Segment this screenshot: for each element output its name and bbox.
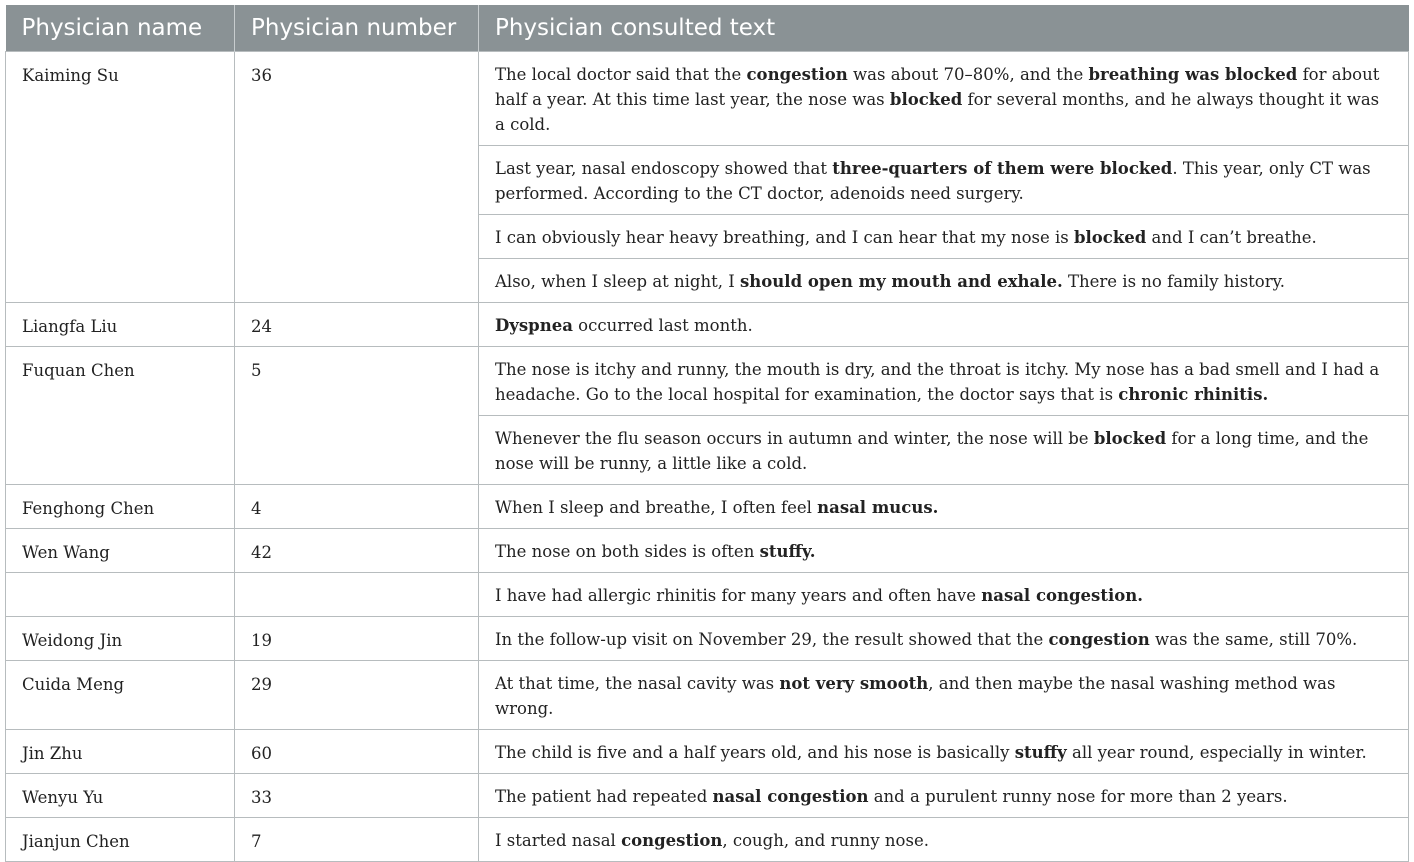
physician-name-cell: Weidong Jin [6,617,235,661]
physician-name-cell: Jin Zhu [6,730,235,774]
emphasized-phrase: blocked [1093,429,1167,448]
physician-number-cell: 42 [235,529,479,573]
physician-consultation-table [5,5,1409,862]
emphasized-phrase: blocked [1073,228,1147,247]
physician-number-cell: 24 [235,303,479,347]
text-run: The child is five and a half years old, and his nose is basically [495,743,1015,762]
emphasized-phrase: nasal mucus. [817,498,939,517]
emphasized-phrase: congestion [746,65,848,84]
emphasized-phrase: congestion [621,831,723,850]
table-row [6,661,1409,730]
emphasized-phrase: nasal congestion. [981,586,1143,605]
consulted-text-cell [479,52,1409,146]
physician-number-cell: 19 [235,617,479,661]
consulted-text-cell [479,730,1409,774]
text-run: was the same, still 70%. [1149,630,1358,649]
physician-name-cell: Wen Wang [6,529,235,573]
text-run: and a purulent runny nose for more than 2 years. [868,787,1288,806]
text-run: When I sleep and breathe, I often feel [495,498,818,517]
emphasized-phrase: congestion [1048,630,1150,649]
physician-number-cell: 33 [235,774,479,818]
emphasized-phrase: Dyspnea [495,316,573,335]
table-row [6,303,1409,347]
text-run: Last year, nasal endoscopy showed that [495,159,833,178]
physician-name-cell: Fuquan Chen [6,347,235,485]
consulted-text-cell [479,617,1409,661]
table-row [6,529,1409,573]
physician-number-cell: 36 [235,52,479,303]
text-run: and I can’t breathe. [1146,228,1317,247]
emphasized-phrase: not very smooth [779,674,929,693]
physician-number-cell: 60 [235,730,479,774]
physician-number-cell: 29 [235,661,479,730]
consulted-text-cell [479,259,1409,303]
consulted-text-cell [479,303,1409,347]
table-row [6,347,1409,416]
consulted-text-cell [479,774,1409,818]
emphasized-phrase: breathing was blocked [1088,65,1298,84]
physician-name-cell: Fenghong Chen [6,485,235,529]
text-run: all year round, especially in winter. [1066,743,1367,762]
text-run: Whenever the flu season occurs in autumn and winter, the nose will be [495,429,1094,448]
physician-number-cell: 7 [235,818,479,862]
text-run: I have had allergic rhinitis for many years and often have [495,586,982,605]
table-row [6,818,1409,862]
text-run: Also, when I sleep at night, I [495,272,741,291]
physician-name-cell [6,573,235,617]
text-run: The patient had repeated [495,787,713,806]
consulted-text-cell [479,347,1409,416]
consulted-text-cell [479,661,1409,730]
physician-table-container [5,5,1408,862]
text-run: was about 70–80%, and the [847,65,1089,84]
text-run: for a long time, and the nose will be runny, a little like a cold. [495,429,1369,473]
table-header-row [6,5,1409,52]
text-run: The local doctor said that the [495,65,747,84]
consulted-text-cell [479,146,1409,215]
emphasized-phrase: stuffy. [759,542,816,561]
consulted-text-cell [479,529,1409,573]
text-run: The nose is itchy and runny, the mouth is dry, and the throat is itchy. My nose has a bad smell and I had a headache. Go to the local hospital for examination, the doctor says that is [495,360,1380,404]
table-row [6,573,1409,617]
consulted-text-cell [479,573,1409,617]
emphasized-phrase: chronic rhinitis. [1118,385,1269,404]
physician-number-cell: 4 [235,485,479,529]
text-run: , and then maybe the nasal washing method was wrong. [495,674,1336,718]
physician-name-cell: Cuida Meng [6,661,235,730]
text-run: There is no family history. [1062,272,1285,291]
text-run: occurred last month. [572,316,753,335]
table-row [6,617,1409,661]
consulted-text-cell [479,215,1409,259]
text-run: I can obviously hear heavy breathing, and I can hear that my nose is [495,228,1074,247]
emphasized-phrase: stuffy [1014,743,1067,762]
column-header-text: Physician consulted text [479,5,1409,52]
column-header-name: Physician name [6,5,235,52]
text-run: for several months, and he always thought it was a cold. [495,90,1380,134]
text-run: In the follow-up visit on November 29, the result showed that the [495,630,1049,649]
consulted-text-cell [479,416,1409,485]
table-row [6,730,1409,774]
text-run: The nose on both sides is often [495,542,760,561]
physician-name-cell: Wenyu Yu [6,774,235,818]
table-row [6,485,1409,529]
text-run: At that time, the nasal cavity was [495,674,780,693]
emphasized-phrase: three-quarters of them were blocked [832,159,1173,178]
text-run: , cough, and runny nose. [722,831,929,850]
emphasized-phrase: nasal congestion [712,787,869,806]
physician-name-cell: Liangfa Liu [6,303,235,347]
table-row [6,774,1409,818]
table-row [6,52,1409,146]
column-header-number: Physician number [235,5,479,52]
physician-name-cell: Kaiming Su [6,52,235,303]
physician-number-cell [235,573,479,617]
text-run: for about half a year. At this time last year, the nose was [495,65,1380,109]
consulted-text-cell [479,485,1409,529]
physician-number-cell: 5 [235,347,479,485]
emphasized-phrase: blocked [889,90,963,109]
table-body [6,52,1409,862]
consulted-text-cell [479,818,1409,862]
emphasized-phrase: should open my mouth and exhale. [740,272,1063,291]
physician-name-cell: Jianjun Chen [6,818,235,862]
text-run: I started nasal [495,831,622,850]
text-run: . This year, only CT was performed. According to the CT doctor, adenoids need surgery. [495,159,1371,203]
